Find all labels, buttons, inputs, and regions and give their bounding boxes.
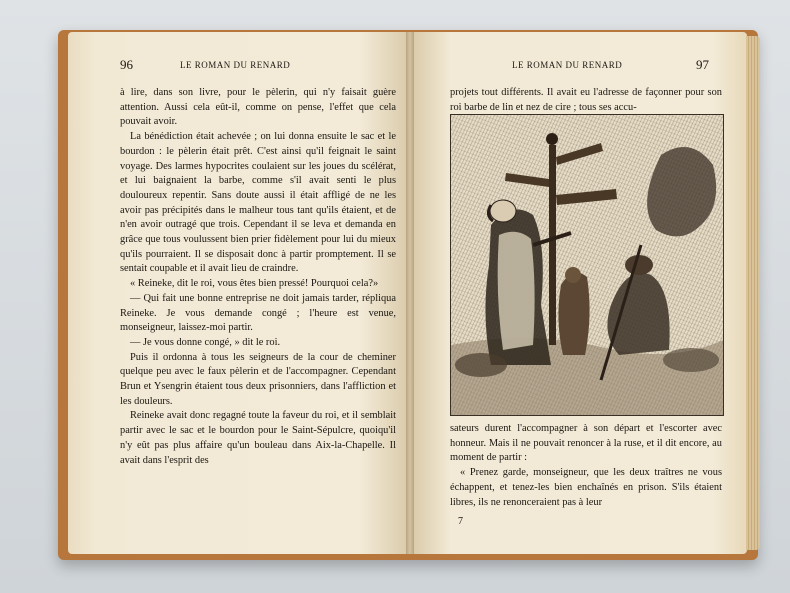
running-head-right: LE ROMAN DU RENARD xyxy=(512,60,623,70)
page-number-left: 96 xyxy=(120,57,133,72)
left-page-text xyxy=(120,86,396,468)
paragraph: sateurs durent l'accompagner à son départ et l'escorter avec honneur. Mais il ne pouvait renoncer à la ruse, et il dit encore, au moment de partir : xyxy=(450,423,722,464)
signature-mark: 7 xyxy=(458,516,463,527)
paragraph: Reineke avait donc regagné toute la faveur du roi, et il semblait partir avec le sac et le bourdon pour le Saint-Sépulcre, quoiqu'il n'y eût pas plus affaire qu'un bouleau dans Aix-la-Chapelle. Il avait dans l'esprit des xyxy=(120,410,396,466)
paragraph: — Qui fait une bonne entreprise ne doit jamais tarder, répliqua Reineke. Je vous demande congé ; l'heure est venue, monseigneur, laissez-moi partir. xyxy=(120,292,396,334)
paragraph: La bénédiction était achevée ; on lui donna ensuite le sac et le bourdon : le pèlerin était prêt. C'est ainsi qu'il feignait le saint voyage. Des larmes hypocrites coulaient sur les joues du scélérat, et lui baignaient la barbe, comme s'il avait senti le plus douloureux repentir. Sans doute aussi il était affligé de ne les avoir pas précipités dans le malheur tous tant qu'ils étaient, et de n'en avoir outragé que trois. Cependant il se leva et demanda en grâce que tous voulussent bien prier fidèlement pour lui du mieux qu'ils pourraient. Il se disposait donc à partir promptement. Il se sentait coupable et il avait lieu de craindre. xyxy=(120,131,396,275)
page-number-right: 97 xyxy=(696,57,709,72)
paragraph: Puis il ordonna à tous les seigneurs de la cour de cheminer quelque peu avec le faux pèlerin et de l'accompagner. Cependant Brun et Ysengrin étaient tous deux prisonniers, dans l'affliction et les douleurs. xyxy=(120,351,396,407)
book-gutter xyxy=(406,32,414,554)
engraving-illustration xyxy=(450,114,724,416)
illustration-art xyxy=(451,115,723,415)
paragraph: à lire, dans son livre, pour le pèlerin, qui n'y faisait guère attention. Aussi cela eût-il, comme on pense, l'effet que cela pouvait avoir. xyxy=(120,87,396,128)
right-page-bottom-text xyxy=(450,422,722,510)
paragraph: projets tout différents. Il avait eu l'adresse de façonner pour son roi barbe de lin et nez de cire ; tous ses accu- xyxy=(450,87,722,113)
right-page xyxy=(410,32,747,554)
paragraph: « Prenez garde, monseigneur, que les deux traîtres ne vous échappent, et tenez-les bien enchaînés en prison. S'ils étaient libres, ils ne renonceraient pas à leur xyxy=(450,467,722,508)
paragraph: — Je vous donne congé, » dit le roi. xyxy=(130,336,281,348)
running-head-left: LE ROMAN DU RENARD xyxy=(180,60,291,70)
paragraph: « Reineke, dit le roi, vous êtes bien pressé! Pourquoi cela?» xyxy=(130,278,379,290)
open-book xyxy=(58,26,758,566)
left-page xyxy=(68,32,411,554)
right-page-top-text xyxy=(450,86,722,115)
page-edges xyxy=(746,36,760,550)
